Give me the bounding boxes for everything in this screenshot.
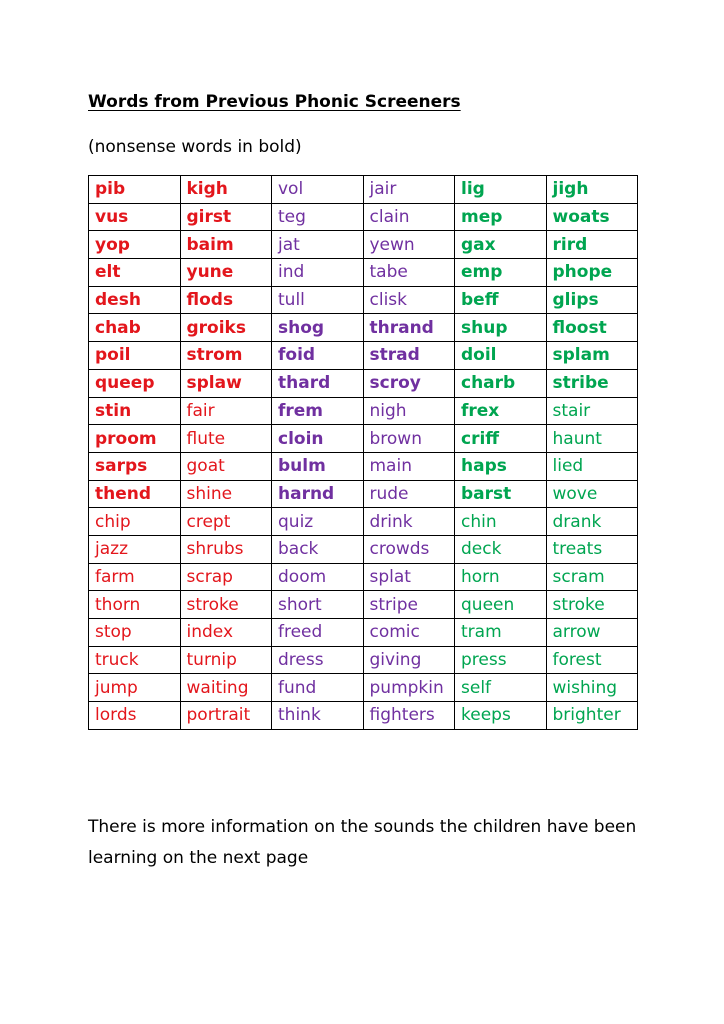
word-cell: chin xyxy=(455,508,547,536)
word-cell: foid xyxy=(272,342,364,370)
table-row xyxy=(89,342,638,370)
word-cell: flods xyxy=(180,286,272,314)
table-row xyxy=(89,231,638,259)
word-cell: lig xyxy=(455,176,547,204)
word-cell: queep xyxy=(89,369,181,397)
word-cell: think xyxy=(272,702,364,730)
table-row xyxy=(89,397,638,425)
word-cell: doom xyxy=(272,563,364,591)
word-cell: crowds xyxy=(363,535,455,563)
word-cell: forest xyxy=(546,646,638,674)
word-cell: splat xyxy=(363,563,455,591)
page-title: Words from Previous Phonic Screeners xyxy=(88,92,461,112)
word-cell: baim xyxy=(180,231,272,259)
word-cell: harnd xyxy=(272,480,364,508)
word-cell: stribe xyxy=(546,369,638,397)
word-cell: poil xyxy=(89,342,181,370)
word-cell: stroke xyxy=(546,591,638,619)
word-cell: criff xyxy=(455,425,547,453)
word-cell: wove xyxy=(546,480,638,508)
table-row xyxy=(89,203,638,231)
table-row xyxy=(89,674,638,702)
word-cell: thard xyxy=(272,369,364,397)
word-cell: short xyxy=(272,591,364,619)
word-cell: flute xyxy=(180,425,272,453)
word-cell: bulm xyxy=(272,452,364,480)
table-row xyxy=(89,369,638,397)
word-cell: ind xyxy=(272,259,364,287)
word-cell: drink xyxy=(363,508,455,536)
word-cell: proom xyxy=(89,425,181,453)
word-cell: sarps xyxy=(89,452,181,480)
word-cell: lied xyxy=(546,452,638,480)
word-cell: clain xyxy=(363,203,455,231)
word-cell: mep xyxy=(455,203,547,231)
word-cell: frex xyxy=(455,397,547,425)
word-cell: strom xyxy=(180,342,272,370)
word-cell: haunt xyxy=(546,425,638,453)
word-cell: stroke xyxy=(180,591,272,619)
word-cell: keeps xyxy=(455,702,547,730)
word-cell: phope xyxy=(546,259,638,287)
word-cell: shup xyxy=(455,314,547,342)
word-cell: scroy xyxy=(363,369,455,397)
word-cell: shine xyxy=(180,480,272,508)
table-row xyxy=(89,286,638,314)
table-row xyxy=(89,259,638,287)
word-cell: drank xyxy=(546,508,638,536)
word-cell: press xyxy=(455,646,547,674)
table-row xyxy=(89,425,638,453)
table-row xyxy=(89,563,638,591)
word-cell: thorn xyxy=(89,591,181,619)
word-cell: horn xyxy=(455,563,547,591)
word-cell: teg xyxy=(272,203,364,231)
word-cell: barst xyxy=(455,480,547,508)
word-cell: girst xyxy=(180,203,272,231)
word-cell: strad xyxy=(363,342,455,370)
word-cell: vus xyxy=(89,203,181,231)
word-cell: groiks xyxy=(180,314,272,342)
word-cell: goat xyxy=(180,452,272,480)
word-cell: lords xyxy=(89,702,181,730)
word-cell: scrap xyxy=(180,563,272,591)
word-cell: elt xyxy=(89,259,181,287)
table-row xyxy=(89,646,638,674)
table-row xyxy=(89,314,638,342)
word-cell: jat xyxy=(272,231,364,259)
word-cell: yune xyxy=(180,259,272,287)
word-cell: stop xyxy=(89,619,181,647)
table-row xyxy=(89,535,638,563)
word-cell: nigh xyxy=(363,397,455,425)
word-cell: tull xyxy=(272,286,364,314)
word-cell: back xyxy=(272,535,364,563)
word-cell: comic xyxy=(363,619,455,647)
word-cell: kigh xyxy=(180,176,272,204)
word-cell: jigh xyxy=(546,176,638,204)
word-cell: thrand xyxy=(363,314,455,342)
word-cell: portrait xyxy=(180,702,272,730)
word-cell: turnip xyxy=(180,646,272,674)
word-cell: woats xyxy=(546,203,638,231)
word-cell: brown xyxy=(363,425,455,453)
word-cell: charb xyxy=(455,369,547,397)
word-cell: giving xyxy=(363,646,455,674)
word-cell: dress xyxy=(272,646,364,674)
word-cell: quiz xyxy=(272,508,364,536)
word-cell: treats xyxy=(546,535,638,563)
word-cell: vol xyxy=(272,176,364,204)
word-cell: tram xyxy=(455,619,547,647)
table-row xyxy=(89,508,638,536)
word-cell: doil xyxy=(455,342,547,370)
word-cell: main xyxy=(363,452,455,480)
word-cell: emp xyxy=(455,259,547,287)
word-cell: waiting xyxy=(180,674,272,702)
word-cell: floost xyxy=(546,314,638,342)
word-cell: splaw xyxy=(180,369,272,397)
word-cell: haps xyxy=(455,452,547,480)
word-cell: cloin xyxy=(272,425,364,453)
word-cell: thend xyxy=(89,480,181,508)
word-cell: frem xyxy=(272,397,364,425)
word-cell: shrubs xyxy=(180,535,272,563)
word-cell: splam xyxy=(546,342,638,370)
word-cell: clisk xyxy=(363,286,455,314)
word-cell: beff xyxy=(455,286,547,314)
word-cell: rird xyxy=(546,231,638,259)
word-cell: crept xyxy=(180,508,272,536)
word-cell: stair xyxy=(546,397,638,425)
word-cell: chab xyxy=(89,314,181,342)
word-cell: wishing xyxy=(546,674,638,702)
word-cell: farm xyxy=(89,563,181,591)
word-cell: glips xyxy=(546,286,638,314)
word-cell: brighter xyxy=(546,702,638,730)
table-row xyxy=(89,176,638,204)
word-table xyxy=(88,175,638,730)
word-table-body xyxy=(89,176,638,730)
word-cell: scram xyxy=(546,563,638,591)
word-cell: jazz xyxy=(89,535,181,563)
word-cell: deck xyxy=(455,535,547,563)
word-cell: index xyxy=(180,619,272,647)
word-cell: arrow xyxy=(546,619,638,647)
page-subtitle: (nonsense words in bold) xyxy=(88,137,302,157)
word-cell: fund xyxy=(272,674,364,702)
word-cell: pumpkin xyxy=(363,674,455,702)
word-cell: fighters xyxy=(363,702,455,730)
word-cell: freed xyxy=(272,619,364,647)
word-cell: gax xyxy=(455,231,547,259)
table-row xyxy=(89,619,638,647)
word-cell: stin xyxy=(89,397,181,425)
word-cell: shog xyxy=(272,314,364,342)
table-row xyxy=(89,452,638,480)
word-cell: jair xyxy=(363,176,455,204)
word-cell: rude xyxy=(363,480,455,508)
word-cell: fair xyxy=(180,397,272,425)
word-cell: yop xyxy=(89,231,181,259)
table-row xyxy=(89,702,638,730)
word-cell: pib xyxy=(89,176,181,204)
word-cell: desh xyxy=(89,286,181,314)
table-row xyxy=(89,480,638,508)
word-cell: self xyxy=(455,674,547,702)
footer-note: There is more information on the sounds the children have been learning on the next page xyxy=(88,817,637,868)
word-cell: truck xyxy=(89,646,181,674)
word-cell: stripe xyxy=(363,591,455,619)
word-cell: tabe xyxy=(363,259,455,287)
word-cell: chip xyxy=(89,508,181,536)
word-cell: yewn xyxy=(363,231,455,259)
word-cell: jump xyxy=(89,674,181,702)
word-cell: queen xyxy=(455,591,547,619)
table-row xyxy=(89,591,638,619)
